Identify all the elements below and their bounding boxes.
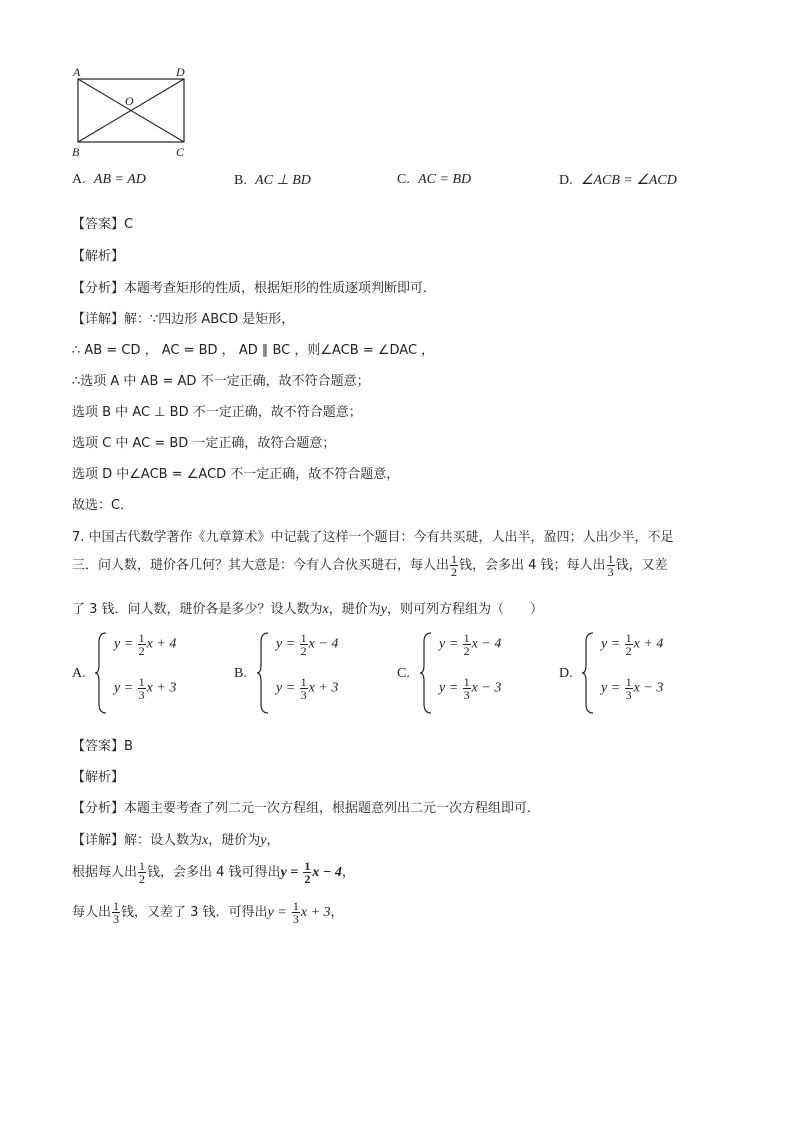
q7-option-a-system: y = $\frac{1}{2}$ x + 4 y = $\frac{1}{3}$ x + 3 [94, 632, 204, 716]
q6-answer: 【答案】C [72, 217, 134, 232]
q6-line2: ∴ AB = CD ， AC = BD ， AD ∥ BC ，则∠ACB = ∠DAC ， [72, 343, 435, 358]
q7-xiangjie: 【详解】解：设人数为x，琎价为y， [72, 833, 280, 848]
q7-option-c-letter: C. [397, 666, 410, 681]
q6-jiexi: 【解析】 [72, 249, 125, 264]
fraction-half: $\frac{1}{2}$ [451, 552, 458, 579]
q7-option-a-letter: A. [72, 666, 86, 681]
q6-option-b: B. AC ⊥ BD [234, 173, 311, 188]
label-a: A [73, 65, 81, 79]
q7-option-d-system: y = $\frac{1}{2}$ x + 4 y = $\frac{1}{3}$ x − 3 [581, 632, 691, 716]
q6-line5: 选项 C 中 AC = BD 一定正确，故符合题意； [72, 436, 336, 451]
q7-line2: 根据每人出 $\frac{1}{2}$ 钱，会多出 4 钱可得出y = $\frac{1}{2}$ x − 4， [72, 859, 355, 886]
q7-option-b-letter: B. [234, 666, 247, 681]
q7-stem-line2: 三．问人数，琎价各几何？其大意是：今有人合伙买琎石，每人出 $\frac{1}{2}$ 钱，会多出 4 钱；每人出 $\frac{1}{3}$ 钱，又差 [72, 552, 668, 579]
q7-stem-line1: 7. 中国古代数学著作《九章算术》中记载了这样一个题目：今有共买琎，人出半，盈四；人出少半，不足 [72, 530, 674, 545]
brace-icon [581, 632, 595, 714]
q7-option-d-letter: D. [559, 666, 573, 681]
q6-line7: 故选：C． [72, 498, 134, 513]
brace-icon [94, 632, 108, 714]
q6-xiangjie: 【详解】解：∵四边形 ABCD 是矩形， [72, 312, 295, 327]
label-b: B [72, 145, 80, 159]
q6-line4: 选项 B 中 AC ⊥ BD 不一定正确，故不符合题意； [72, 405, 362, 420]
q6-line3: ∴选项 A 中 AB = AD 不一定正确，故不符合题意； [72, 374, 370, 389]
label-o: O [125, 94, 134, 108]
label-d: D [176, 65, 185, 79]
q7-answer: 【答案】B [72, 739, 133, 754]
q7-option-c-system: y = $\frac{1}{2}$ x − 4 y = $\frac{1}{3}$ x − 3 [419, 632, 529, 716]
q7-fenxi: 【分析】本题主要考查了列二元一次方程组，根据题意列出二元一次方程组即可． [72, 801, 541, 816]
label-c: C [176, 145, 185, 159]
q6-fenxi: 【分析】本题考查矩形的性质，根据矩形的性质逐项判断即可． [72, 281, 437, 296]
q7-option-b-system: y = $\frac{1}{2}$ x − 4 y = $\frac{1}{3}$ x + 3 [256, 632, 366, 716]
q7-stem-line3: 了 3 钱．问人数，琎价各是多少？设人数为x，琎价为y，则可列方程组为（ ） [72, 602, 544, 617]
q6-line6: 选项 D 中∠ACB = ∠ACD 不一定正确，故不符合题意， [72, 467, 400, 482]
brace-icon [256, 632, 270, 714]
q7-jiexi: 【解析】 [72, 770, 125, 785]
fraction-third: $\frac{1}{3}$ [607, 552, 614, 579]
q7-line3: 每人出 $\frac{1}{3}$ 钱，又差了 3 钱．可得出y = $\frac{1}{3}$ x + 3， [72, 899, 344, 926]
q6-option-d: D. ∠ACB = ∠ACD [559, 173, 677, 188]
brace-icon [419, 632, 433, 714]
q6-option-a: A. AB = AD [72, 172, 146, 187]
q6-option-c: C. AC = BD [397, 172, 472, 187]
